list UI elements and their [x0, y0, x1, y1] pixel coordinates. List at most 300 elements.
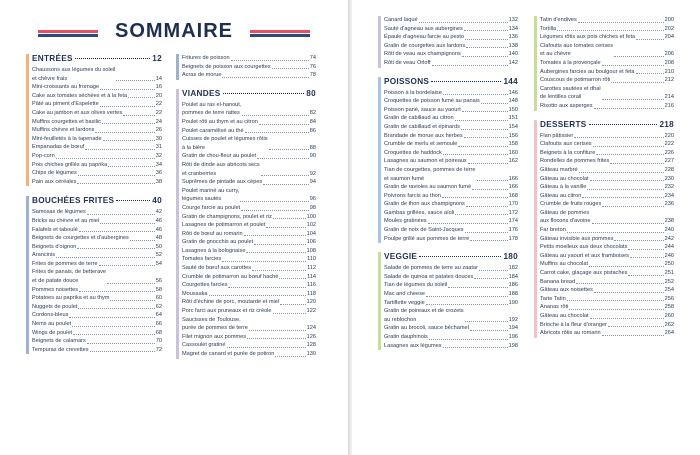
- toc-entry-page-number: 212: [664, 77, 674, 84]
- toc-entry[interactable]: [32, 126, 162, 135]
- leader-dots: [602, 65, 664, 66]
- toc-entry[interactable]: [540, 260, 674, 269]
- toc-entry[interactable]: [384, 42, 518, 51]
- leader-dots: [110, 300, 154, 301]
- toc-entry[interactable]: [182, 290, 316, 299]
- toc-entry-label: Gâteau à la vanille: [540, 184, 587, 191]
- leader-dots: [594, 292, 664, 293]
- toc-entry[interactable]: [540, 42, 674, 59]
- toc-entry-page-number: 236: [664, 201, 674, 208]
- toc-entry-label: Potatoes au paprika et au thym: [32, 295, 110, 302]
- toc-entry[interactable]: [384, 59, 518, 68]
- toc-entry[interactable]: [384, 89, 518, 98]
- toc-entry-page-number: 210: [664, 68, 674, 75]
- toc-entry-page-number: 114: [307, 273, 316, 280]
- toc-entry-page-number: 110: [307, 256, 316, 263]
- toc-entry-page-number: 176: [508, 227, 518, 234]
- toc-entry[interactable]: [384, 209, 518, 218]
- toc-entry-label: Gratin de cabillaud au citron: [384, 115, 454, 122]
- toc-entry[interactable]: [384, 273, 518, 282]
- toc-entry-label: Gâteau au yaourt et aux framboises: [540, 252, 629, 259]
- toc-entry[interactable]: [540, 175, 674, 184]
- toc-entry[interactable]: [182, 213, 316, 222]
- toc-entry[interactable]: [540, 243, 674, 252]
- toc-entry[interactable]: [182, 101, 316, 118]
- toc-entry[interactable]: [384, 33, 518, 42]
- toc-entry[interactable]: [182, 204, 316, 213]
- toc-entry[interactable]: [384, 324, 518, 333]
- toc-entry[interactable]: [384, 149, 518, 158]
- toc-entry[interactable]: [182, 63, 316, 72]
- section-heading-label: ENTRÉES: [32, 54, 73, 63]
- leader-dots: [116, 200, 150, 201]
- toc-entry[interactable]: [32, 251, 162, 260]
- leader-dots: [130, 240, 155, 241]
- section-bouchees: [26, 196, 162, 354]
- toc-entry[interactable]: [540, 149, 674, 158]
- toc-entry[interactable]: [540, 59, 674, 68]
- toc-entry-label: Lasagnes à la bolognaise: [182, 247, 246, 254]
- toc-entry[interactable]: [32, 260, 162, 269]
- toc-entry-page-number: 38: [155, 178, 162, 185]
- leader-dots: [103, 140, 155, 141]
- toc-entry[interactable]: [32, 286, 162, 295]
- toc-entry[interactable]: [32, 346, 162, 355]
- leader-dots: [275, 356, 305, 357]
- toc-entry[interactable]: [384, 200, 518, 209]
- toc-entry[interactable]: [182, 152, 316, 161]
- toc-entry[interactable]: [182, 264, 316, 273]
- toc-entry-page-number: 250: [664, 261, 674, 268]
- leader-dots: [582, 197, 663, 198]
- toc-entry[interactable]: [540, 85, 674, 102]
- title-stripe-red-left: [38, 30, 98, 33]
- toc-entry-page-number: 126: [306, 333, 316, 340]
- leader-dots: [557, 30, 663, 31]
- toc-entry[interactable]: [182, 341, 316, 350]
- toc-entry-page-number: 227: [664, 158, 674, 165]
- toc-entry-label: Gratin au brocoli, sauce béchamel: [384, 325, 469, 332]
- toc-entry[interactable]: [540, 183, 674, 192]
- toc-entry-label: Poulet mariné au curry, légumes sautés: [182, 187, 240, 203]
- toc-entry[interactable]: [182, 333, 316, 342]
- right-page: [352, 0, 700, 455]
- toc-entry[interactable]: [540, 16, 674, 25]
- toc-entry-label: Filet mignon aux pommes: [182, 333, 247, 340]
- leader-dots: [87, 214, 155, 215]
- toc-entry-page-number: 62: [155, 303, 162, 310]
- toc-entry[interactable]: [384, 157, 518, 166]
- leader-dots: [249, 330, 306, 331]
- section-color-bar: [26, 54, 29, 186]
- toc-entry-label: Gratin de cabillaud et épinards: [384, 123, 460, 130]
- left-page: [0, 0, 348, 455]
- toc-entry[interactable]: [540, 140, 674, 149]
- toc-entry-page-number: 134: [508, 25, 518, 32]
- leader-dots: [269, 149, 309, 150]
- section-entrees: [26, 54, 162, 186]
- toc-entry[interactable]: [540, 269, 674, 278]
- toc-entry-page-number: 172: [508, 209, 518, 216]
- section-poissons: [378, 77, 518, 244]
- toc-entry[interactable]: [540, 321, 674, 330]
- leader-dots: [72, 326, 155, 327]
- toc-entry-page-number: 138: [508, 42, 518, 49]
- toc-entry[interactable]: [540, 192, 674, 201]
- toc-entry-label: Nems au poulet: [32, 321, 72, 328]
- toc-entry[interactable]: [182, 118, 316, 127]
- section-color-bar: [378, 16, 381, 68]
- toc-entry-label: Lasagnes aux légumes: [384, 342, 442, 349]
- toc-entry-page-number: 238: [664, 218, 674, 225]
- toc-entry-page-number: 160: [508, 149, 518, 156]
- toc-entry-label: Far breton: [540, 227, 566, 234]
- toc-entry-page-number: 100: [306, 213, 316, 220]
- toc-entry[interactable]: [32, 226, 162, 235]
- toc-entry[interactable]: [182, 187, 316, 204]
- toc-entry[interactable]: [384, 307, 518, 324]
- leader-dots: [611, 82, 663, 83]
- toc-entry[interactable]: [32, 152, 162, 161]
- section-page-number: 144: [503, 76, 518, 86]
- toc-entry[interactable]: [540, 68, 674, 77]
- toc-entry-page-number: 120: [306, 299, 316, 306]
- toc-entry[interactable]: [182, 298, 316, 307]
- toc-entry[interactable]: [182, 161, 316, 178]
- toc-entry-label: Gratin de gnocchis au poulet: [182, 239, 254, 246]
- toc-entry[interactable]: [384, 342, 518, 351]
- toc-entry-page-number: 84: [309, 118, 316, 125]
- toc-entry[interactable]: [540, 209, 674, 226]
- toc-entry[interactable]: [540, 76, 674, 85]
- section-heading[interactable]: [32, 54, 162, 63]
- toc-entry[interactable]: [540, 278, 674, 287]
- leader-dots: [273, 218, 306, 219]
- toc-entry[interactable]: [384, 140, 518, 149]
- toc-entry[interactable]: [384, 264, 518, 273]
- section-veggie-cont: [534, 16, 674, 111]
- toc-entry-page-number: 64: [155, 312, 162, 319]
- toc-entry-page-number: 98: [309, 204, 316, 211]
- toc-entry-label: Rôti de veau aux champignons: [384, 51, 461, 58]
- toc-entry-page-number: 166: [508, 184, 518, 191]
- toc-entry-page-number: 132: [508, 17, 518, 23]
- toc-entry-page-number: 158: [508, 141, 518, 148]
- toc-entry[interactable]: [384, 333, 518, 342]
- toc-entry[interactable]: [540, 157, 674, 166]
- toc-entry[interactable]: [182, 247, 316, 256]
- toc-entry-label: Tian de légumes du soleil: [384, 282, 448, 289]
- toc-entry[interactable]: [540, 303, 674, 312]
- toc-entry[interactable]: [32, 109, 162, 118]
- leader-dots: [242, 115, 308, 116]
- toc-entry[interactable]: [32, 217, 162, 226]
- toc-entry[interactable]: [384, 97, 518, 106]
- toc-entry[interactable]: [540, 132, 674, 141]
- toc-entry-page-number: 54: [155, 260, 162, 267]
- toc-entry-page-number: 34: [155, 161, 162, 168]
- leader-dots: [128, 97, 155, 98]
- toc-entry-page-number: 90: [309, 153, 316, 160]
- toc-entry[interactable]: [540, 200, 674, 209]
- toc-entry[interactable]: [384, 106, 518, 115]
- toc-entry-page-number: 244: [664, 244, 674, 251]
- toc-entry[interactable]: [384, 226, 518, 235]
- toc-entry-label: Salade de quinoa et patates douces: [384, 273, 474, 280]
- toc-entry-label: Suprêmes de pintade aux cèpes: [182, 179, 263, 186]
- toc-entry[interactable]: [32, 143, 162, 152]
- toc-entry-label: Samosas de légumes: [32, 209, 86, 216]
- toc-entry-page-number: 142: [508, 59, 518, 66]
- toc-entry-label: Sauté d'agneau aux aubergines: [384, 25, 463, 32]
- toc-entry-page-number: 251: [664, 270, 674, 277]
- leader-dots: [108, 166, 155, 167]
- toc-entry[interactable]: [32, 100, 162, 109]
- toc-entry-page-number: 162: [508, 158, 518, 165]
- toc-entry[interactable]: [384, 183, 518, 192]
- toc-entry-page-number: 168: [508, 192, 518, 199]
- toc-entry-label: Risotto aux asperges: [540, 102, 593, 109]
- toc-entry[interactable]: [182, 221, 316, 230]
- leader-dots: [222, 77, 308, 78]
- toc-entry[interactable]: [384, 132, 518, 141]
- toc-entry[interactable]: [540, 252, 674, 261]
- toc-entry-page-number: 170: [508, 201, 518, 208]
- toc-entry-label: Rôti de bœuf au romarin: [182, 230, 243, 237]
- toc-entry[interactable]: [182, 316, 316, 333]
- toc-entry-page-number: 92: [309, 170, 316, 177]
- toc-entry[interactable]: [182, 255, 316, 264]
- leader-dots: [465, 321, 508, 322]
- toc-entry-page-number: 82: [309, 110, 316, 117]
- leader-dots: [77, 248, 154, 249]
- toc-entry-page-number: 208: [664, 59, 674, 66]
- toc-entry-page-number: 22: [155, 101, 162, 108]
- toc-entry[interactable]: [182, 135, 316, 152]
- toc-entry[interactable]: [32, 320, 162, 329]
- toc-entry-page-number: 66: [155, 321, 162, 328]
- toc-entry-page-number: 106: [306, 239, 316, 246]
- toc-entry-page-number: 190: [508, 299, 518, 306]
- toc-entry-page-number: 262: [664, 321, 674, 328]
- leader-dots: [458, 146, 507, 147]
- toc-entry-label: Gratin de champignons, poulet et riz: [182, 213, 272, 220]
- toc-entry[interactable]: [540, 295, 674, 304]
- toc-entry[interactable]: [384, 16, 518, 25]
- toc-entry[interactable]: [182, 273, 316, 282]
- leader-dots: [589, 124, 658, 125]
- leader-dots: [428, 223, 508, 224]
- leader-dots: [245, 132, 309, 133]
- toc-entry[interactable]: [182, 238, 316, 247]
- section-page-number: 218: [659, 119, 674, 129]
- toc-entry[interactable]: [182, 54, 316, 63]
- toc-entry[interactable]: [32, 83, 162, 92]
- toc-entry[interactable]: [32, 268, 162, 285]
- toc-entry[interactable]: [384, 50, 518, 59]
- toc-entry[interactable]: [32, 161, 162, 170]
- toc-entry[interactable]: [182, 350, 316, 359]
- toc-entry[interactable]: [540, 329, 674, 338]
- toc-entry-page-number: 226: [664, 149, 674, 156]
- toc-entry[interactable]: [540, 226, 674, 235]
- toc-entry[interactable]: [182, 281, 316, 290]
- leader-dots: [465, 232, 508, 233]
- section-page-number: 180: [503, 252, 518, 262]
- leader-dots: [443, 347, 508, 348]
- toc-entry[interactable]: [384, 114, 518, 123]
- toc-entry[interactable]: [384, 166, 518, 183]
- toc-entry-label: Frites de panais, de betterave et de patate douce: [32, 269, 107, 285]
- toc-entry-label: Mac and cheese: [384, 291, 426, 298]
- section-heading[interactable]: [540, 120, 674, 129]
- section-heading[interactable]: [182, 89, 316, 98]
- toc-entry[interactable]: [32, 294, 162, 303]
- toc-entry[interactable]: [540, 102, 674, 111]
- toc-entry[interactable]: [540, 25, 674, 34]
- toc-entry-page-number: 48: [155, 235, 162, 242]
- toc-entry[interactable]: [182, 307, 316, 316]
- toc-entry[interactable]: [32, 337, 162, 346]
- toc-entry[interactable]: [540, 235, 674, 244]
- toc-entry-label: Courgettes farcies: [182, 282, 228, 289]
- toc-entry-label: Pain aux céréales: [32, 178, 77, 185]
- leader-dots: [596, 154, 663, 155]
- toc-entry[interactable]: [540, 312, 674, 321]
- leader-dots: [465, 39, 508, 40]
- section-heading[interactable]: [32, 196, 162, 205]
- toc-entry[interactable]: [384, 192, 518, 201]
- leader-dots: [228, 287, 306, 288]
- toc-entry[interactable]: [384, 123, 518, 132]
- toc-entry[interactable]: [32, 329, 162, 338]
- title-stripe-blue-right: [250, 34, 310, 37]
- leader-dots: [240, 201, 308, 202]
- section-heading-label: VEGGIE: [384, 252, 418, 262]
- leader-dots: [209, 295, 307, 296]
- leader-dots: [252, 270, 306, 271]
- leader-dots: [578, 22, 664, 23]
- toc-entry-page-number: 30: [155, 135, 162, 142]
- toc-entry[interactable]: [384, 217, 518, 226]
- toc-entry-page-number: 140: [508, 51, 518, 58]
- leader-dots: [466, 47, 508, 48]
- leader-dots: [579, 172, 664, 173]
- toc-entry-page-number: 232: [664, 184, 674, 191]
- toc-entry-page-number: 88: [309, 144, 316, 151]
- section-color-bar: [534, 16, 537, 111]
- leader-dots: [455, 120, 508, 121]
- section-heading[interactable]: [384, 252, 518, 261]
- leader-dots: [614, 240, 663, 241]
- leader-dots: [442, 197, 508, 198]
- toc-entry[interactable]: [384, 281, 518, 290]
- leader-dots: [244, 235, 306, 236]
- leader-dots: [56, 158, 155, 159]
- section-heading-label: VIANDES: [182, 88, 221, 98]
- toc-entry[interactable]: [32, 169, 162, 178]
- toc-entry[interactable]: [540, 33, 674, 42]
- toc-entry[interactable]: [540, 286, 674, 295]
- column-3: [378, 16, 518, 359]
- toc-entry[interactable]: [182, 71, 316, 80]
- toc-entry-page-number: 104: [306, 230, 316, 237]
- leader-dots: [569, 309, 663, 310]
- toc-entry-page-number: 14: [155, 75, 162, 82]
- section-viandes: [176, 89, 316, 359]
- toc-entry-label: Gratin de chou-fleur au poulet: [182, 153, 257, 160]
- toc-entry-label: Falafels et taboulé: [32, 226, 78, 233]
- toc-entry[interactable]: [384, 235, 518, 244]
- toc-entry-label: Moussaka: [182, 290, 208, 297]
- toc-entry-label: Beignets à la confiture: [540, 149, 596, 156]
- toc-entry-label: Beignets d'oignon: [32, 243, 77, 250]
- toc-entry[interactable]: [540, 166, 674, 175]
- toc-entry[interactable]: [32, 311, 162, 320]
- toc-entry-label: Wings de poulet: [32, 329, 73, 336]
- leader-dots: [576, 283, 664, 284]
- toc-entry-page-number: 116: [307, 282, 316, 289]
- leader-dots: [79, 231, 155, 232]
- toc-entry[interactable]: [32, 178, 162, 187]
- section-color-bar: [26, 196, 29, 354]
- section-heading[interactable]: [384, 77, 518, 86]
- toc-entry-page-number: 230: [664, 175, 674, 182]
- toc-entry[interactable]: [32, 92, 162, 101]
- leader-dots: [590, 180, 664, 181]
- toc-entry-page-number: 86: [309, 127, 316, 134]
- toc-entry-label: Ananas rôti: [540, 304, 569, 311]
- toc-entry[interactable]: [32, 243, 162, 252]
- toc-entry[interactable]: [384, 299, 518, 308]
- toc-entry[interactable]: [32, 66, 162, 83]
- leader-dots: [602, 335, 664, 336]
- toc-entry[interactable]: [384, 25, 518, 34]
- toc-entry[interactable]: [32, 118, 162, 127]
- toc-entry-label: Frites de pommes de terre: [32, 260, 98, 267]
- toc-entry-label: Chips de légumes: [32, 170, 77, 177]
- toc-entry-label: Pâté au piment d'Espelette: [32, 101, 99, 108]
- toc-entry-label: Clafoutis aux tomates cerises et au chèvre: [540, 42, 614, 58]
- toc-entry[interactable]: [32, 303, 162, 312]
- toc-entry-page-number: 118: [307, 290, 316, 297]
- section-color-bar: [176, 54, 179, 80]
- leader-dots: [630, 257, 664, 258]
- leader-dots: [231, 60, 309, 61]
- toc-entry[interactable]: [32, 234, 162, 243]
- toc-entry-label: Gâteau de pommes aux flocons d'avoine: [540, 209, 591, 225]
- leader-dots: [263, 184, 309, 185]
- toc-entry[interactable]: [182, 230, 316, 239]
- toc-entry[interactable]: [32, 208, 162, 217]
- page-title: SOMMAIRE: [115, 20, 233, 42]
- toc-entry-page-number: 128: [306, 342, 316, 349]
- toc-entry-label: Beignets de poisson aux courgettes: [182, 63, 271, 70]
- leader-dots: [593, 146, 664, 147]
- leader-dots: [474, 278, 507, 279]
- toc-entry[interactable]: [182, 127, 316, 136]
- toc-entry-page-number: 151: [508, 115, 518, 122]
- leader-dots: [100, 106, 155, 107]
- toc-entry[interactable]: [32, 135, 162, 144]
- toc-entry[interactable]: [182, 178, 316, 187]
- toc-entry-page-number: 24: [155, 118, 162, 125]
- toc-entry-page-number: 150: [508, 106, 518, 113]
- leader-dots: [280, 304, 306, 305]
- toc-entry[interactable]: [384, 290, 518, 299]
- toc-entry-label: Carottes sautées et dhal de lentilles corail: [540, 85, 601, 101]
- toc-entry-page-number: 36: [155, 170, 162, 177]
